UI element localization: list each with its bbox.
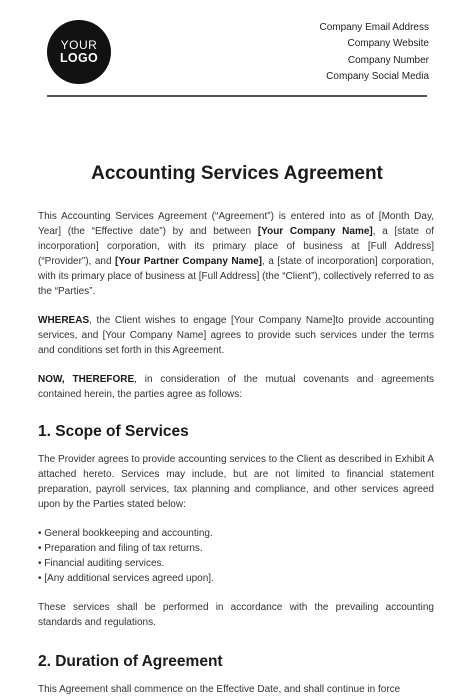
- now-therefore-paragraph: [38, 372, 434, 402]
- intro-text-1: This Accounting Services Agreement (“Agreement”) is entered into as of [Month Day, Year] (the “Effective date”) by and between: [38, 211, 434, 237]
- company-number: Company Number: [347, 54, 429, 66]
- company-email: Company Email Address: [319, 22, 429, 33]
- company-social-media: Company Social Media: [326, 71, 429, 83]
- document-title: Accounting Services Agreement: [91, 163, 383, 184]
- now-therefore-label: NOW, THEREFORE: [38, 374, 135, 385]
- intro-text-3: , a [state of incorporation] corporation, with its primary place of business at [Full Address] (the “Client”), collectively referred to as the “Parties”.: [38, 256, 435, 297]
- whereas-text: , the Client wishes to engage [Your Company Name]to provide accounting services, and [Your Company Name] agrees to provide such services under the terms and conditions set forth in this Agreement.: [38, 315, 434, 356]
- list-item: • Preparation and filing of tax returns.: [38, 543, 203, 554]
- services-list: [38, 526, 434, 586]
- company-website: Company Website: [347, 38, 429, 50]
- provider-name: [Your Company Name]: [257, 226, 373, 237]
- client-name: [Your Partner Company Name]: [115, 256, 263, 267]
- list-item: • General bookkeeping and accounting.: [38, 528, 213, 539]
- header-divider: [47, 95, 427, 97]
- logo-line-1: YOUR: [60, 38, 98, 53]
- section-2-text: This Agreement shall commence on the Effective Date, and shall continue in force: [38, 684, 401, 695]
- company-contact-block: [320, 20, 430, 86]
- document-body: [38, 209, 434, 697]
- list-item: • Financial auditing services.: [38, 558, 165, 569]
- section-1-text: The Provider agrees to provide accounting services to the Client as described in Exhibit A attached hereto. Services may include, but are not limited to financial statement preparation, payroll services, tax planning and compliance, and other services agreed upon by the Parties stated below:: [38, 454, 434, 510]
- list-item: • [Any additional services agreed upon].: [38, 573, 214, 584]
- intro-text-2: , a [state of incorporation] corporation, with its primary place of business at [Full Address] (“Provider”), and: [38, 226, 434, 267]
- section-1-heading: 1. Scope of Services: [38, 423, 189, 440]
- logo-line-2: LOGO: [59, 51, 98, 66]
- section-2-heading: 2. Duration of Agreement: [38, 653, 223, 670]
- now-therefore-text: , in consideration of the mutual covenants and agreements contained herein, the parties agree as follows:: [38, 374, 434, 400]
- company-logo: [47, 20, 111, 84]
- whereas-label: WHEREAS: [38, 315, 90, 326]
- section-1-closing: These services shall be performed in accordance with the prevailing accounting standards and regulations.: [38, 602, 434, 628]
- whereas-paragraph: [38, 313, 434, 358]
- intro-paragraph: [38, 209, 434, 299]
